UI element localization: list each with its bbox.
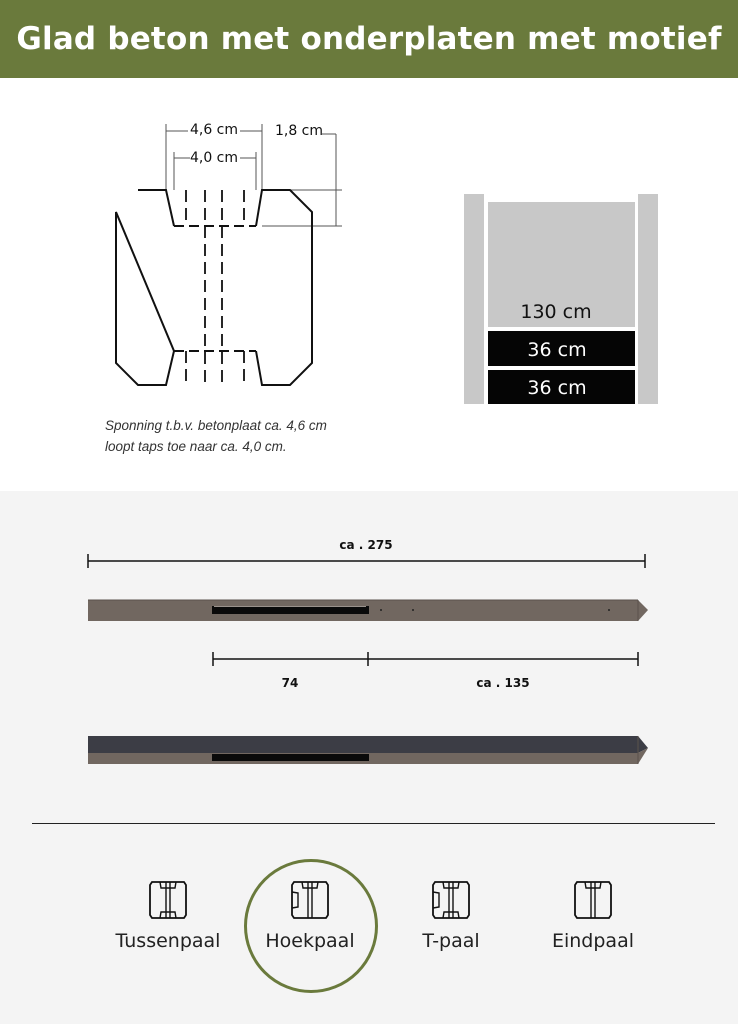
slot-length-label: 74 (281, 676, 299, 690)
post-side-view-top (88, 736, 648, 764)
post-outline (116, 190, 312, 385)
tussenpaal-icon (146, 878, 190, 922)
panel-middle-label: 36 cm (527, 339, 587, 361)
rest-length-label: ca . 135 (476, 676, 530, 690)
dim-depth-label: 1,8 cm (274, 123, 324, 139)
top-panel (0, 78, 738, 491)
panel-stack (464, 194, 658, 404)
panel-bottom-label: 36 cm (527, 377, 587, 399)
post-type-t-paal[interactable] (381, 878, 521, 952)
post-side-views (0, 491, 738, 821)
right-post (638, 194, 658, 404)
eindpaal-icon (571, 878, 615, 922)
post-type-label: T-paal (422, 930, 480, 952)
post-type-hoekpaal[interactable] (240, 878, 380, 952)
post-slot (212, 606, 369, 614)
page-title: Glad beton met onderplaten met motief (16, 21, 722, 57)
post-slot-top (212, 754, 369, 761)
hoekpaal-icon (288, 878, 332, 922)
page-header (0, 0, 738, 78)
dim-outer-label: 4,6 cm (189, 122, 239, 138)
total-length-label: ca . 275 (339, 538, 393, 552)
section-divider (32, 823, 715, 824)
post-type-eindpaal[interactable] (523, 878, 663, 952)
post-type-tussenpaal[interactable] (98, 878, 238, 952)
panel-top-label: 130 cm (520, 301, 592, 323)
post-type-label: Eindpaal (551, 930, 634, 952)
post-type-label: Tussenpaal (115, 930, 221, 952)
post-side-view-front (88, 600, 648, 621)
dim-inner-label: 4,0 cm (189, 150, 239, 166)
left-post (464, 194, 484, 404)
post-inner-dashes (186, 190, 244, 385)
cross-section-caption: Sponning t.b.v. betonplaat ca. 4,6 cm loopt taps toe naar ca. 4,0 cm. (105, 418, 327, 454)
t-paal-icon (429, 878, 473, 922)
post-type-label: Hoekpaal (265, 930, 355, 952)
